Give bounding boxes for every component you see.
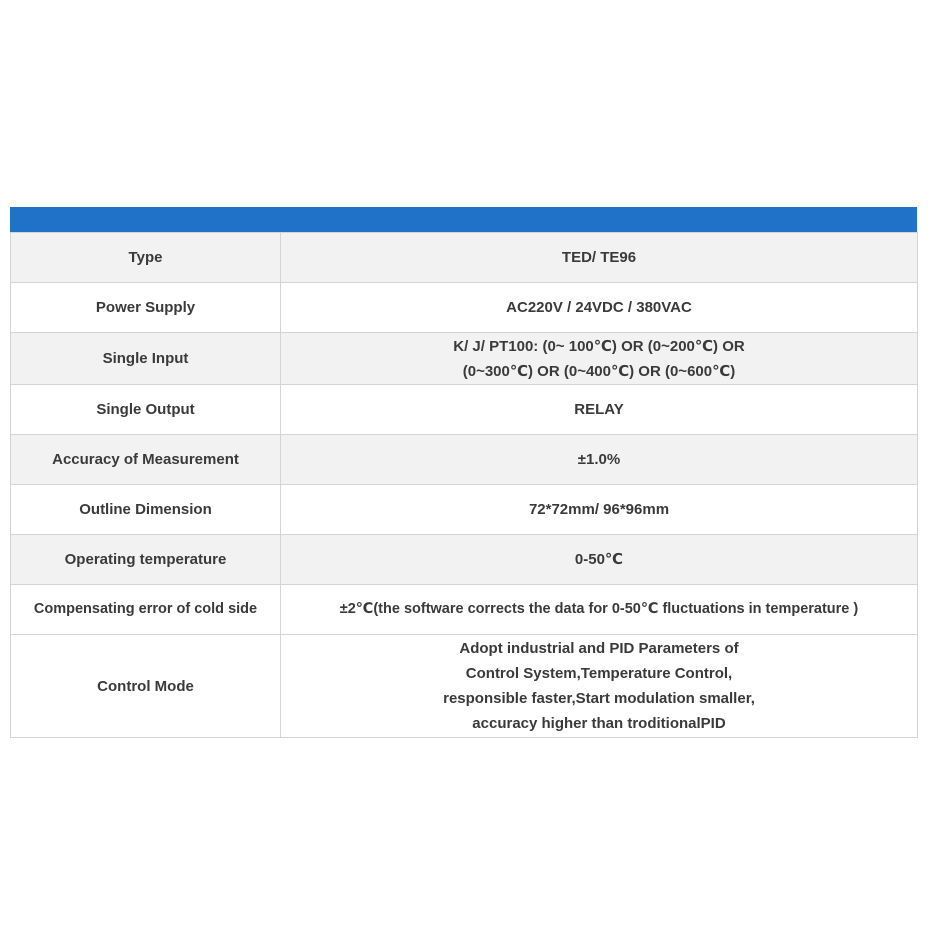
table-row: [11, 585, 918, 635]
spec-value: TED/ TE96: [281, 233, 918, 283]
spec-label: Accuracy of Measurement: [11, 435, 281, 485]
spec-value: ±1.0%: [281, 435, 918, 485]
spec-value: 72*72mm/ 96*96mm: [281, 485, 918, 535]
table-row: [11, 485, 918, 535]
spec-value: RELAY: [281, 385, 918, 435]
table-row: [11, 283, 918, 333]
spec-label: Compensating error of cold side: [11, 585, 281, 635]
table-row: [11, 333, 918, 385]
spec-label: Control Mode: [11, 635, 281, 738]
table-row: [11, 535, 918, 585]
spec-label: Single Input: [11, 333, 281, 385]
spec-value: ±2℃(the software corrects the data for 0-50℃ fluctuations in temperature ): [281, 585, 918, 635]
table-row: [11, 435, 918, 485]
table-row: [11, 233, 918, 283]
table-row: [11, 385, 918, 435]
spec-value: 0-50℃: [281, 535, 918, 585]
table-header-bar: [10, 207, 917, 232]
spec-value: Adopt industrial and PID Parameters of Control System,Temperature Control, responsible faster,Start modulation smaller, accuracy higher than troditionalPID: [281, 635, 918, 738]
spec-table-container: [10, 207, 917, 738]
spec-table: [10, 232, 918, 738]
spec-value: AC220V / 24VDC / 380VAC: [281, 283, 918, 333]
spec-value: K/ J/ PT100: (0~ 100℃) OR (0~200℃) OR (0~300℃) OR (0~400℃) OR (0~600℃): [281, 333, 918, 385]
spec-label: Single Output: [11, 385, 281, 435]
table-row: [11, 635, 918, 738]
spec-label: Power Supply: [11, 283, 281, 333]
spec-label: Outline Dimension: [11, 485, 281, 535]
spec-label: Type: [11, 233, 281, 283]
spec-label: Operating temperature: [11, 535, 281, 585]
